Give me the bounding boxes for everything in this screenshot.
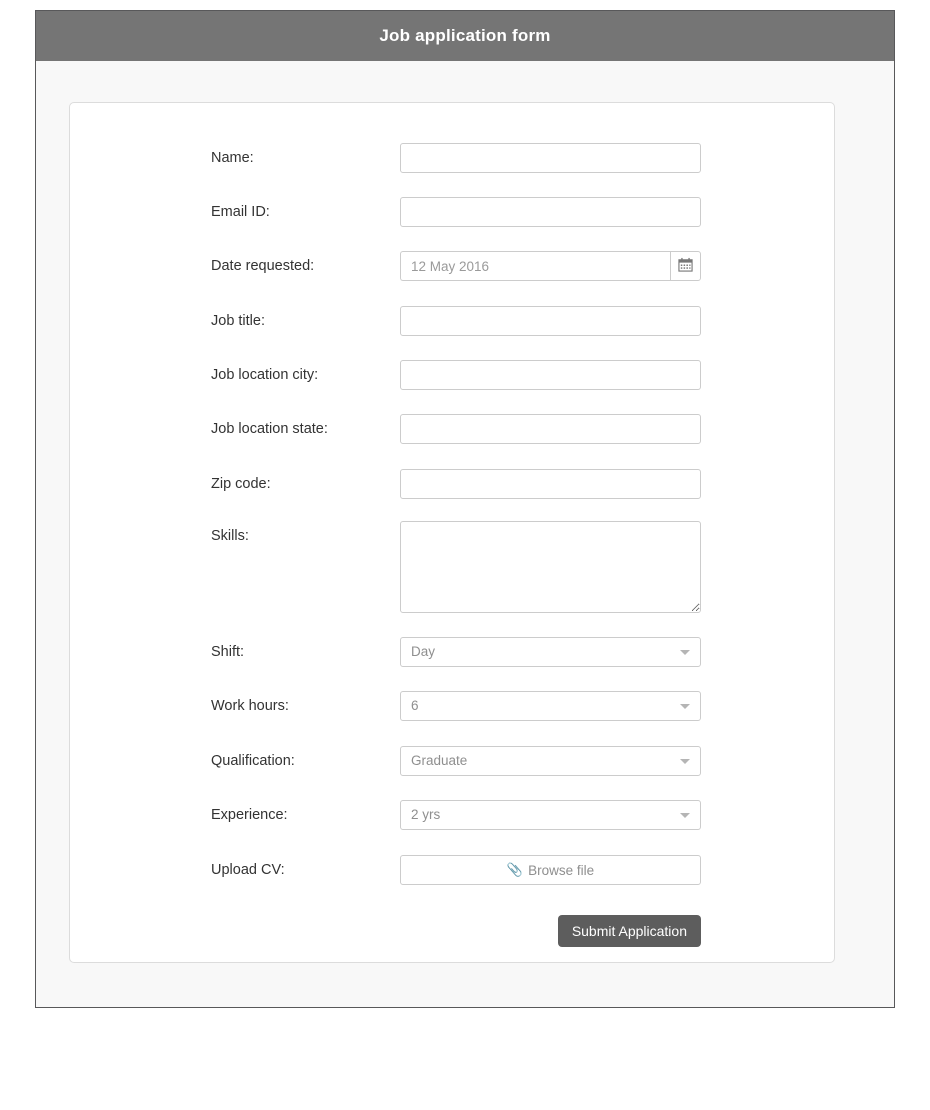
label-upload-cv: Upload CV: (211, 862, 285, 878)
form-row-qualification (70, 746, 834, 776)
field-wrapper-email-id (400, 197, 701, 227)
field-wrapper-job-title (400, 306, 701, 336)
work-hours-select[interactable] (400, 691, 701, 721)
label-skills: Skills: (211, 528, 249, 544)
browse-file-button[interactable] (400, 855, 701, 885)
qualification-select-wrapper (400, 746, 701, 776)
shift-select[interactable] (400, 637, 701, 667)
form-card (69, 102, 835, 963)
label-date-requested: Date requested: (211, 258, 315, 274)
job-location-state-input[interactable] (400, 414, 701, 444)
form-row-date-requested (70, 251, 834, 281)
qualification-select[interactable] (400, 746, 701, 776)
field-wrapper-skills (400, 521, 701, 613)
name-input[interactable] (400, 143, 701, 173)
form-row-zip-code (70, 469, 834, 499)
label-zip-code: Zip code: (211, 476, 271, 492)
date-picker-button[interactable] (670, 251, 701, 281)
field-wrapper-date-requested (400, 251, 701, 281)
field-wrapper-experience (400, 800, 701, 830)
field-wrapper-shift (400, 637, 701, 667)
form-row-job-location-city (70, 360, 834, 390)
job-title-input[interactable] (400, 306, 701, 336)
date-requested-input[interactable] (400, 251, 670, 281)
field-wrapper-zip-code (400, 469, 701, 499)
calendar-icon (678, 257, 693, 275)
field-wrapper-qualification (400, 746, 701, 776)
label-job-location-state: Job location state: (211, 421, 328, 437)
window-titlebar (36, 11, 894, 61)
field-wrapper-name (400, 143, 701, 173)
label-shift: Shift: (211, 644, 245, 660)
form-row-work-hours (70, 691, 834, 721)
experience-select[interactable] (400, 800, 701, 830)
submit-application-button[interactable]: Submit Application (558, 915, 701, 947)
form-row-upload-cv (70, 855, 834, 885)
zip-code-input[interactable] (400, 469, 701, 499)
date-input-group (400, 251, 701, 281)
job-location-city-input[interactable] (400, 360, 701, 390)
application-window (35, 10, 895, 1008)
form-row-job-title (70, 306, 834, 336)
shift-select-wrapper (400, 637, 701, 667)
label-job-title: Job title: (211, 313, 265, 329)
form-row-email-id (70, 197, 834, 227)
paperclip-icon: 📎 (506, 862, 524, 877)
email-id-input[interactable] (400, 197, 701, 227)
label-email-id: Email ID: (211, 204, 270, 220)
form-row-job-location-state (70, 414, 834, 444)
form-row-name (70, 143, 834, 173)
skills-textarea[interactable] (400, 521, 701, 613)
field-wrapper-upload-cv (400, 855, 701, 885)
label-name: Name: (211, 150, 254, 166)
field-wrapper-job-location-city (400, 360, 701, 390)
label-experience: Experience: (211, 807, 288, 823)
label-qualification: Qualification: (211, 753, 295, 769)
form-row-shift (70, 637, 834, 667)
form-row-experience (70, 800, 834, 830)
form-row-skills (70, 521, 834, 551)
label-job-location-city: Job location city: (211, 367, 319, 383)
field-wrapper-work-hours (400, 691, 701, 721)
browse-file-label: Browse file (528, 862, 595, 878)
work-hours-select-wrapper (400, 691, 701, 721)
submit-row (400, 915, 701, 947)
label-work-hours: Work hours: (211, 698, 289, 714)
experience-select-wrapper (400, 800, 701, 830)
field-wrapper-job-location-state (400, 414, 701, 444)
page-title: Job application form (379, 26, 551, 45)
